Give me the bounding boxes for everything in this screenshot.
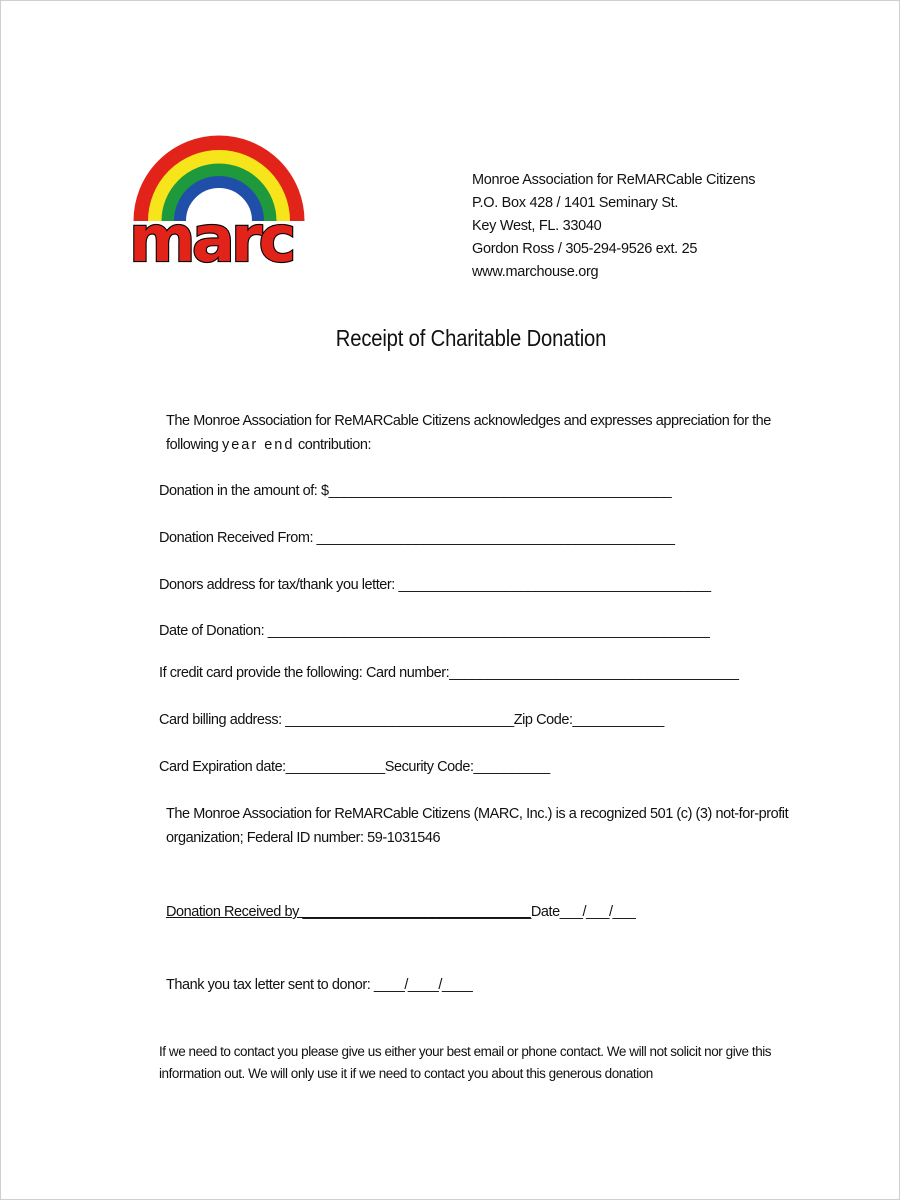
- page-title: Receipt of Charitable Donation: [335, 325, 607, 351]
- contact-note-line-1: If we need to contact you please give us either your best email or phone contact. We will not solicit nor give this: [159, 1044, 772, 1059]
- intro-line-2: [166, 434, 371, 457]
- letter-sent-field[interactable]: Thank you tax letter sent to donor: ____/____/____: [166, 977, 473, 993]
- card-number-field[interactable]: If credit card provide the following: Card number:______________________________________: [159, 665, 739, 681]
- received-by-date[interactable]: Date___/___/___: [530, 904, 636, 920]
- organization-info: [472, 169, 755, 284]
- intro-line-1: The Monroe Association for ReMARCable Citizens acknowledges and expresses appreciation for the: [166, 413, 771, 429]
- rainbow-logo-icon: [127, 101, 312, 266]
- org-website[interactable]: www.marchouse.org: [472, 264, 599, 280]
- org-contact: Gordon Ross / 305-294-9526 ext. 25: [472, 241, 698, 257]
- org-name: Monroe Association for ReMARCable Citizens: [472, 172, 756, 188]
- org-address: P.O. Box 428 / 1401 Seminary St.: [472, 195, 679, 211]
- org-city: Key West, FL. 33040: [472, 218, 602, 234]
- donation-date-field[interactable]: Date of Donation: __________________________________________________________: [159, 623, 710, 639]
- contact-note-line-2: information out. We will only use it if we need to contact you about this generous donation: [159, 1066, 653, 1081]
- logo-text: marc: [129, 203, 293, 266]
- intro-line-2-c: contribution:: [294, 437, 372, 453]
- nonprofit-line-2: organization; Federal ID number: 59-1031546: [166, 830, 441, 846]
- billing-address-field[interactable]: Card billing address: ______________________________Zip Code:____________: [159, 712, 664, 728]
- donor-address-field[interactable]: Donors address for tax/thank you letter: _________________________________________: [159, 577, 711, 593]
- received-by-row[interactable]: [166, 901, 635, 924]
- amount-field[interactable]: Donation in the amount of: $_____________________________________________: [159, 483, 672, 499]
- nonprofit-line-1: The Monroe Association for ReMARCable Citizens (MARC, Inc.) is a recognized 501 (c) (3) not-for-profit: [166, 806, 789, 822]
- card-expiration-field[interactable]: Card Expiration date:_____________Security Code:__________: [159, 759, 550, 775]
- marc-logo: [127, 101, 312, 266]
- received-by-label[interactable]: Donation Received by ______________________________: [166, 904, 531, 920]
- intro-line-2-a: following: [166, 437, 222, 453]
- intro-line-2-b: year end: [221, 437, 295, 453]
- received-from-field[interactable]: Donation Received From: _______________________________________________: [159, 530, 675, 546]
